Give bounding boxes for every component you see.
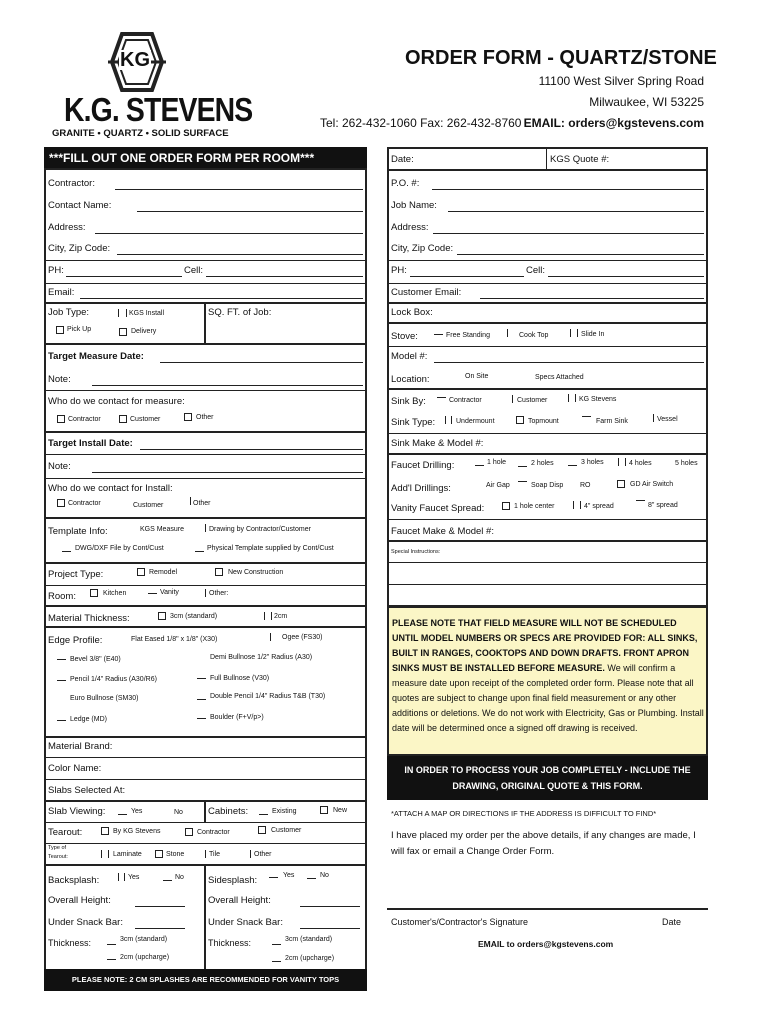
target-measure-input[interactable] <box>160 362 363 363</box>
logo-tagline: GRANITE • QUARTZ • SOLID SURFACE <box>52 128 229 139</box>
backsplash-snack-input[interactable] <box>135 928 185 929</box>
model-input[interactable] <box>434 362 704 363</box>
edge-full-option[interactable]: Full Bullnose (V30) <box>210 675 270 682</box>
spread-8-checkbox[interactable] <box>636 500 645 501</box>
po-input[interactable] <box>432 189 704 190</box>
splash-recommendation-note: PLEASE NOTE: 2 CM SPLASHES ARE RECOMMENDED FOR VANITY TOPS <box>44 969 367 991</box>
edge-pencil-option[interactable]: Pencil 1/4" Radius (A30/R6) <box>70 676 157 683</box>
phone-input[interactable] <box>66 276 182 277</box>
company-phone-fax: Tel: 262-432-1060 Fax: 262-432-8760 <box>320 116 522 130</box>
ro-option[interactable]: RO <box>580 482 591 489</box>
cell-input[interactable] <box>206 276 363 277</box>
signature-date-label: Date <box>662 917 682 927</box>
slide-in-checkbox[interactable] <box>577 329 578 337</box>
city-zip-input[interactable] <box>117 254 363 255</box>
holes-4-checkbox[interactable] <box>625 458 626 466</box>
form-title: ORDER FORM - QUARTZ/STONE <box>405 47 717 69</box>
attach-map-note: *ATTACH A MAP OR DIRECTIONS IF THE ADDRESS IS DIFFICULT TO FIND* <box>391 809 657 818</box>
backsplash-no-checkbox[interactable] <box>163 880 172 881</box>
measure-notice <box>387 606 708 756</box>
undermount-checkbox[interactable] <box>451 416 452 424</box>
kitchen-checkbox[interactable] <box>90 589 98 597</box>
notice-text: We will confirm a measure date upon receipt of the completed order form. Please note that all quotes are subject to change upon final field measurement or any other additions or deletions. We do not work with Electricity, Gas or Plumbing. Install date will be determined once a signed off drawing is received. <box>392 663 704 733</box>
topmount-checkbox[interactable] <box>516 416 524 424</box>
company-address-2: Milwaukee, WI 53225 <box>589 95 704 109</box>
contractor-input[interactable] <box>115 189 363 190</box>
job-city-zip-input[interactable] <box>457 254 704 255</box>
remodel-checkbox[interactable] <box>137 568 145 576</box>
kgs-install-checkbox[interactable] <box>126 309 127 317</box>
install-customer-option[interactable]: Customer <box>133 502 164 509</box>
vessel-checkbox[interactable] <box>653 414 654 422</box>
sink-by-kg-checkbox[interactable] <box>575 394 576 402</box>
email-input[interactable] <box>80 298 363 299</box>
holes-2-checkbox[interactable] <box>518 466 527 467</box>
pick-up-checkbox[interactable] <box>56 326 64 334</box>
company-address-1: 11100 West Silver Spring Road <box>538 74 704 88</box>
hole-center-checkbox[interactable] <box>502 502 510 510</box>
kgs-measure-option[interactable]: KGS Measure <box>140 526 184 533</box>
signature-label: Customer's/Contractor's Signature <box>391 917 528 927</box>
install-other-checkbox[interactable] <box>190 497 191 505</box>
logo-initials: KG <box>120 49 150 71</box>
tearout-kg-checkbox[interactable] <box>101 827 109 835</box>
edge-flat-option[interactable]: Flat Eased 1/8" x 1/8" (X30) <box>131 636 218 643</box>
backsplash-yes-checkbox[interactable] <box>124 873 125 881</box>
install-contractor-checkbox[interactable] <box>57 499 65 507</box>
edge-double-option[interactable]: Double Pencil 1/4" Radius T&B (T30) <box>210 693 326 700</box>
laminate-checkbox[interactable] <box>108 850 109 858</box>
spread-4-checkbox[interactable] <box>580 501 581 509</box>
process-job-banner: IN ORDER TO PROCESS YOUR JOB COMPLETELY - INCLUDE THE DRAWING, ORIGINAL QUOTE & THIS FORM. <box>387 756 708 800</box>
contact-name-input[interactable] <box>137 211 363 212</box>
cook-top-checkbox[interactable] <box>507 329 508 337</box>
job-cell-input[interactable] <box>548 276 704 277</box>
tearout-contractor-checkbox[interactable] <box>185 828 193 836</box>
measure-contractor-checkbox[interactable] <box>57 415 65 423</box>
tearout-customer-checkbox[interactable] <box>258 826 266 834</box>
tearout-other-checkbox[interactable] <box>250 850 251 858</box>
free-standing-checkbox[interactable] <box>434 334 443 335</box>
holes-3-checkbox[interactable] <box>568 465 577 466</box>
sink-by-customer-checkbox[interactable] <box>512 395 513 403</box>
farm-sink-checkbox[interactable] <box>582 416 591 417</box>
specs-attached-option[interactable]: Specs Attached <box>535 374 584 381</box>
signature-line[interactable] <box>387 908 708 910</box>
company-email: EMAIL: orders@kgstevens.com <box>523 116 704 130</box>
measure-customer-checkbox[interactable] <box>119 415 127 423</box>
edge-euro-option[interactable]: Euro Bullnose (SM30) <box>70 695 139 702</box>
backsplash-height-input[interactable] <box>135 906 185 907</box>
banner: ***FILL OUT ONE ORDER FORM PER ROOM*** <box>44 147 367 169</box>
sink-by-contractor-checkbox[interactable] <box>437 397 446 398</box>
edge-demi-option[interactable]: Demi Bullnose 1/2" Radius (A30) <box>210 654 313 661</box>
slab-viewing-no-option[interactable]: No <box>174 809 183 816</box>
sidesplash-height-input[interactable] <box>300 906 360 907</box>
email-to-link[interactable]: EMAIL to orders@kgstevens.com <box>478 939 614 949</box>
measure-other-checkbox[interactable] <box>184 413 192 421</box>
edge-bevel-option[interactable]: Bevel 3/8" (E40) <box>70 656 121 663</box>
vanity-checkbox[interactable] <box>148 593 157 594</box>
hole-1-checkbox[interactable] <box>475 465 484 466</box>
sidesplash-2cm-checkbox[interactable] <box>272 961 281 962</box>
notice-bold-text: PLEASE NOTE THAT FIELD MEASURE WILL NOT BE SCHEDULED UNTIL MODEL NUMBERS OR SPECS ARE PROVIDED FOR: ALL SINKS, BUILT IN RANGES, COOKTOPS AND DOWN DRAFTS. FRONT APRON SINKS MUST BE INSTALLED BEFORE MEASURE. <box>392 618 698 673</box>
install-note-input[interactable] <box>92 472 363 473</box>
delivery-checkbox[interactable] <box>119 328 127 336</box>
job-address-input[interactable] <box>433 233 704 234</box>
dwg-checkbox[interactable] <box>62 551 71 552</box>
sidesplash-snack-input[interactable] <box>300 928 360 929</box>
new-construction-checkbox[interactable] <box>215 568 223 576</box>
change-order-statement: I have placed my order per the above details, if any changes are made, I will fax or email a Change Order Form. <box>391 830 696 857</box>
room-other-checkbox[interactable] <box>205 589 206 597</box>
slab-viewing-yes-checkbox[interactable] <box>118 814 127 815</box>
job-phone-input[interactable] <box>410 276 524 277</box>
drawing-by-option[interactable]: Drawing by Contractor/Customer <box>209 526 311 533</box>
target-install-input[interactable] <box>140 449 363 450</box>
sidesplash-no-checkbox[interactable] <box>307 878 316 879</box>
sidesplash-3cm-checkbox[interactable] <box>272 944 281 945</box>
cabinets-new-checkbox[interactable] <box>320 806 328 814</box>
tile-checkbox[interactable] <box>205 850 206 858</box>
logo-name: K.G. STEVENS <box>64 91 253 128</box>
soap-disp-checkbox[interactable] <box>518 481 527 482</box>
edge-ogee-option[interactable]: Ogee (FS30) <box>282 634 323 641</box>
address-input[interactable] <box>95 233 363 234</box>
thickness-2cm-checkbox[interactable] <box>271 612 272 620</box>
customer-email-input[interactable] <box>480 298 704 299</box>
thickness-3cm-checkbox[interactable] <box>158 612 166 620</box>
cabinets-existing-checkbox[interactable] <box>259 814 268 815</box>
stone-checkbox[interactable] <box>155 850 163 858</box>
edge-boulder-option[interactable]: Boulder (F+V/p>) <box>210 714 264 721</box>
edge-ledge-option[interactable]: Ledge (MD) <box>70 716 107 723</box>
holes-5-option[interactable]: 5 holes <box>675 460 698 467</box>
air-gap-option[interactable]: Air Gap <box>486 482 510 489</box>
sidesplash-yes-checkbox[interactable] <box>269 877 278 878</box>
backsplash-3cm-checkbox[interactable] <box>107 944 116 945</box>
physical-template-checkbox[interactable] <box>195 551 204 552</box>
job-name-input[interactable] <box>448 211 704 212</box>
measure-note-input[interactable] <box>92 385 363 386</box>
backsplash-2cm-checkbox[interactable] <box>107 959 116 960</box>
gd-air-switch-checkbox[interactable] <box>617 480 625 488</box>
on-site-option[interactable]: On Site <box>465 373 489 380</box>
